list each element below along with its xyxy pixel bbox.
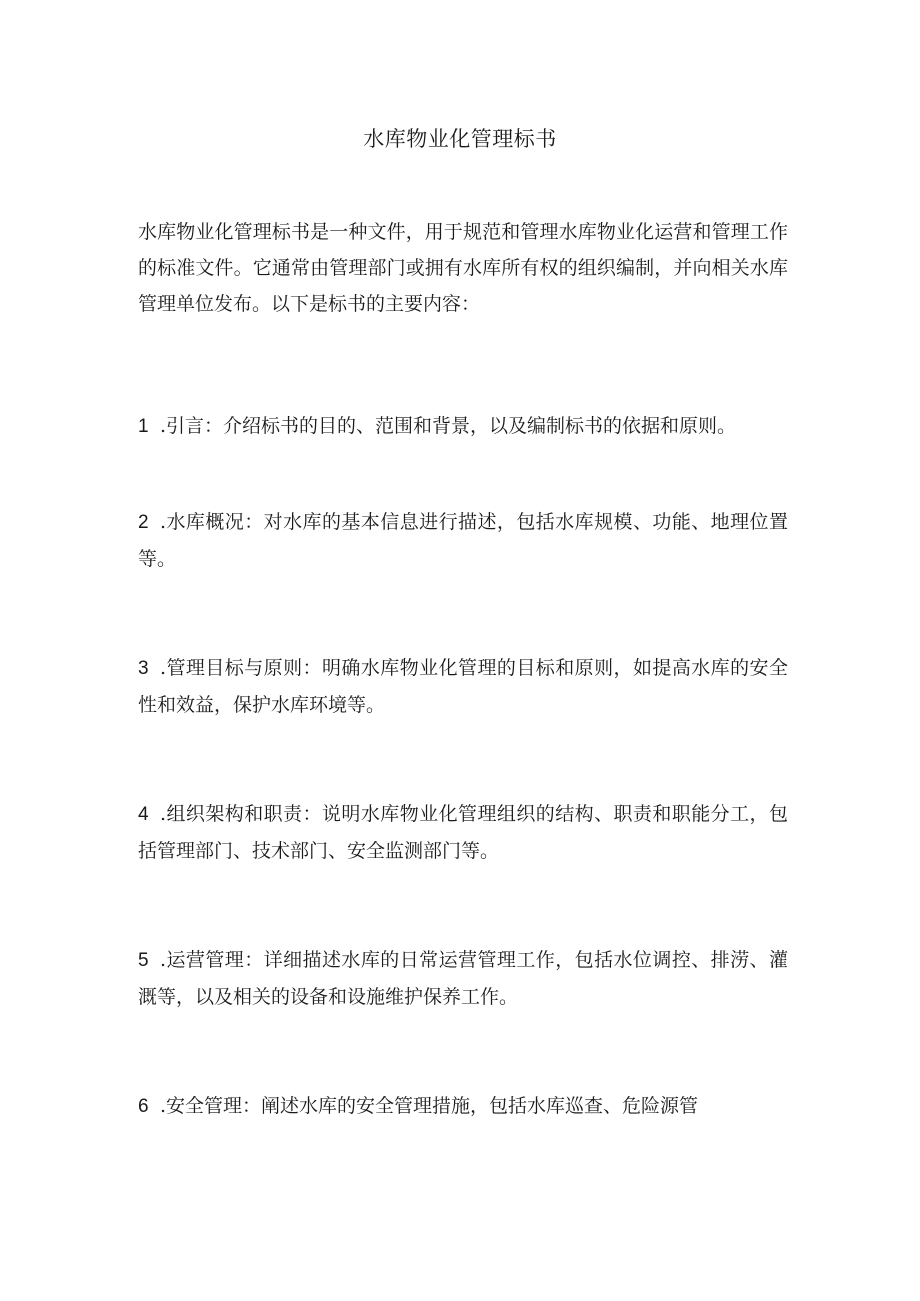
list-item [138,796,788,869]
document-title: 水库物业化管理标书 [363,127,557,151]
list-item-text: .引言：介绍标书的目的、范围和背景，以及编制标书的依据和原则。 [160,415,737,437]
list-item-number: 1 [138,416,149,437]
list-item-text: .组织架构和职责：说明水库物业化管理组织的结构、职责和职能分工，包括管理部门、技术部门、安全监测部门等。 [138,803,788,862]
list-item [138,504,788,577]
list-item-number: 4 [138,804,149,825]
list-item-number: 5 [138,950,149,971]
list-item-text: .安全管理：阐述水库的安全管理措施，包括水库巡查、危险源管 [160,1095,699,1117]
list-item-number: 3 [138,658,149,679]
list-item-text: .管理目标与原则：明确水库物业化管理的目标和原则，如提高水库的安全性和效益，保护水库环境等。 [138,657,788,716]
list-item-text: .水库概况：对水库的基本信息进行描述，包括水库规模、功能、地理位置等。 [138,511,788,570]
list-item-text: .运营管理：详细描述水库的日常运营管理工作，包括水位调控、排涝、灌溉等，以及相关的设备和设施维护保养工作。 [138,949,788,1008]
intro-paragraph: 水库物业化管理标书是一种文件，用于规范和管理水库物业化运营和管理工作的标准文件。它通常由管理部门或拥有水库所有权的组织编制，并向相关水库管理单位发布。以下是标书的主要内容： [138,221,788,315]
list-item-number: 6 [138,1096,149,1117]
list-item [138,1088,788,1125]
list-item-number: 2 [138,512,149,533]
list-item [138,650,788,723]
list-item [138,942,788,1015]
list-item [138,408,788,445]
